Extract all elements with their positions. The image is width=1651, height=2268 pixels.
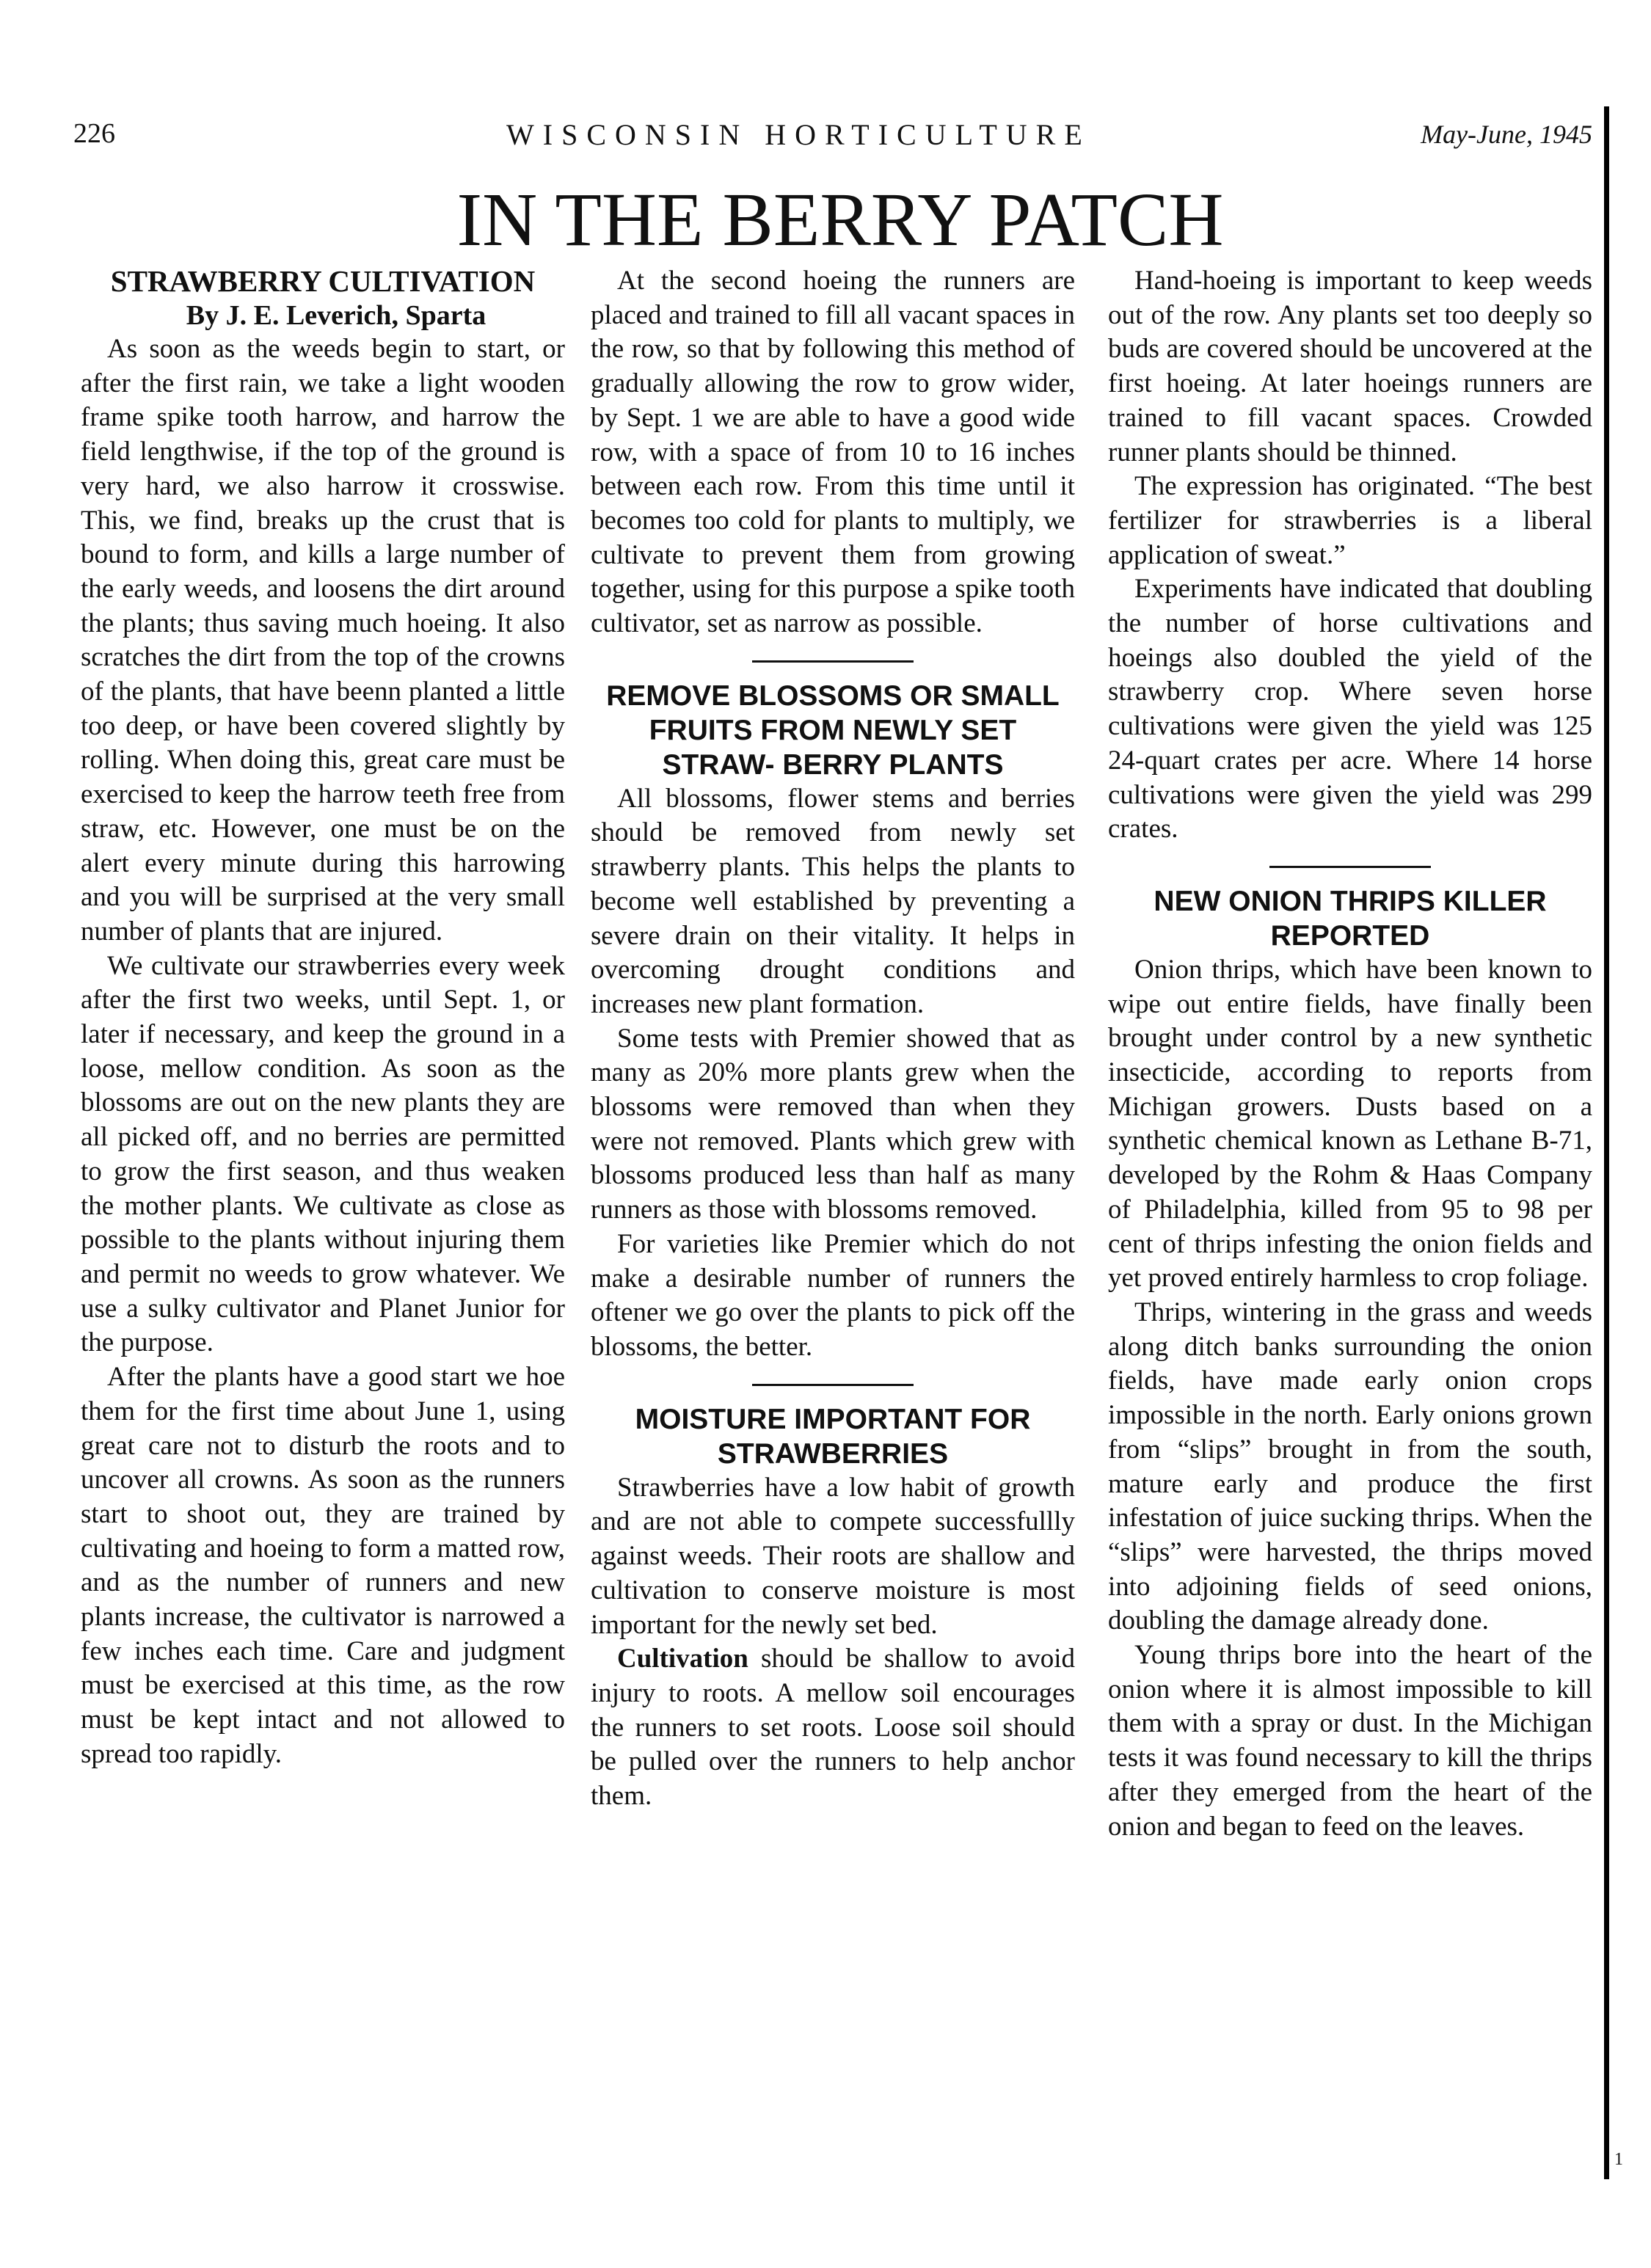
article-paragraph: Some tests with Premier showed that as many as 20% more plants grew when the blossoms were removed than when they were not removed. Plants which grew with blossoms produced less than half as many runners as those with blossoms removed.	[591, 1023, 1075, 1225]
page-title: IN THE BERRY PATCH	[456, 178, 1224, 262]
section-divider	[752, 660, 914, 663]
article-paragraph: Experiments have indicated that doubling the number of horse cultivations and hoeings also doubled the yield of the strawberry crop. Where seven horse cultivations were given the yield was 125 24-quart crates per acre. Where 14 horse cultivations were given the yield was 299 crates.	[1108, 574, 1592, 845]
running-head	[73, 117, 1592, 161]
article-heading-moisture-important: MOISTURE IMPORTANT FOR STRAWBERRIES	[635, 1403, 1031, 1470]
article-paragraph	[591, 1642, 1075, 1814]
article-paragraph: Hand-hoeing is important to keep weeds out of the row. Any plants set too deeply so buds are covered should be uncovered at the first hoeing. At later hoeings runners are trained to fill vacant spaces. Crowded runner plants should be thinned.	[1108, 266, 1592, 467]
article-paragraph: At the second hoeing the runners are placed and trained to fill all vacant spaces in the row, so that by following this method of gradually allowing the row to grow wider, by Sept. 1 we are able to have a good wide row, with a space of from 10 to 16 inches between each row. From this time until it becomes too cold for plants to multiply, we cultivate to prevent them from growing together, using for this purpose a spike tooth cultivator, set as narrow as possible.	[591, 266, 1075, 639]
right-margin-rule	[1604, 106, 1609, 2179]
section-divider	[1269, 866, 1431, 868]
column-1	[81, 264, 565, 1772]
column-3	[1108, 264, 1592, 1844]
section-divider	[752, 1384, 914, 1386]
article-paragraph: After the plants have a good start we hoe them for the first time about June 1, using great care not to disturb the roots and to uncover all crowns. As soon as the runners start to shoot out, they are trained by cultivating and hoeing to form a matted row, and as the number of runners and new plants increase, the cultivator is narrowed a few inches each time. Care and judgment must be exercised at this time, as the row must be kept intact and not allowed to spread too rapidly.	[81, 1362, 565, 1769]
edge-mark: 1	[1614, 2150, 1623, 2169]
article-heading-remove-blossoms: REMOVE BLOSSOMS OR SMALL FRUITS FROM NEWLY SET STRAW- BERRY PLANTS	[606, 679, 1060, 781]
article-heading-onion-thrips: NEW ONION THRIPS KILLER REPORTED	[1153, 885, 1547, 952]
journal-title: WISCONSIN HORTICULTURE	[506, 118, 1091, 151]
article-paragraph: Onion thrips, which have been known to wipe out entire fields, have finally been brought under control by a new synthetic insecticide, according to reports from Michigan growers. Dusts based on a synthetic chemical known as Lethane B-71, developed by the Rohm & Haas Company of Philadelphia, killed from 95 to 98 per cent of thrips infesting the onion fields and yet proved entirely harmless to crop foliage.	[1108, 954, 1592, 1294]
article-paragraph: Strawberries have a low habit of growth and are not able to compete successfullly against weeds. Their roots are shallow and cultivation to conserve moisture is most important for the newly set bed.	[591, 1472, 1075, 1640]
article-byline: By J. E. Leverich, Sparta	[186, 300, 486, 331]
article-paragraph: We cultivate our strawberries every week after the first two weeks, until Sept. 1, or later if necessary, and keep the ground in a loose, mellow condition. As soon as the blossoms are out on the new plants they are all picked off, and no berries are permitted to grow the first season, and thus weaken the mother plants. We cultivate as close as possible to the plants without injuring them and permit no weeds to grow whatever. We use a sulky cultivator and Planet Junior for the purpose.	[81, 950, 565, 1358]
paragraph-body: should be shallow to avoid injury to roots. A mellow soil encourages the runners to set roots. Loose soil should be pulled over the runners to help anchor them.	[591, 1644, 1075, 1812]
article-paragraph: For varieties like Premier which do not make a desirable number of runners the oftener we go over the plants to pick off the blossoms, the better.	[591, 1228, 1075, 1362]
column-2	[591, 264, 1075, 1814]
article-paragraph: All blossoms, flower stems and berries should be removed from newly set strawberry plants. This helps the plants to become well established by preventing a severe drain on their vitality. It helps in overcoming drought conditions and increases new plant formation.	[591, 783, 1075, 1019]
article-paragraph: Thrips, wintering in the grass and weeds along ditch banks surrounding the onion fields, have made early onion crops impossible in the north. Early onions grown from “slips” brought in from the south, mature early and produce the first infestation of juice sucking thrips. When the “slips” were harvested, the thrips moved into adjoining fields of seed onions, doubling the damage already done.	[1108, 1297, 1592, 1636]
page-number: 226	[73, 118, 115, 149]
paragraph-lead-word: Cultivation	[617, 1644, 748, 1674]
article-paragraph: Young thrips bore into the heart of the onion where it is almost impossible to kill them with a spray or dust. In the Michigan tests it was found necessary to kill the thrips after they emerged from the heart of the onion and began to feed on the leaves.	[1108, 1640, 1592, 1842]
article-paragraph: The expression has originated. “The best fertilizer for strawberries is a liberal application of sweat.”	[1108, 471, 1592, 570]
article-paragraph: As soon as the weeds begin to start, or after the first rain, we take a light wooden frame spike tooth harrow, and harrow the field lengthwise, if the top of the ground is very hard, we also harrow it crosswise. This, we find, breaks up the crust that is bound to form, and kills a large number of the early weeds, and loosens the dirt around the plants; thus saving much hoeing. It also scratches the dirt from the top of the crowns of the plants, that have beenn planted a little too deep, or have been covered slightly by rolling. When doing this, great care must be exercised to keep the harrow teeth free from straw, etc. However, one must be on the alert every minute during this harrowing and you will be surprised at the very small number of plants that are injured.	[81, 334, 565, 947]
issue-date: May-June, 1945	[1421, 120, 1592, 149]
article-heading-strawberry-cultivation: STRAWBERRY CULTIVATION	[110, 264, 536, 298]
